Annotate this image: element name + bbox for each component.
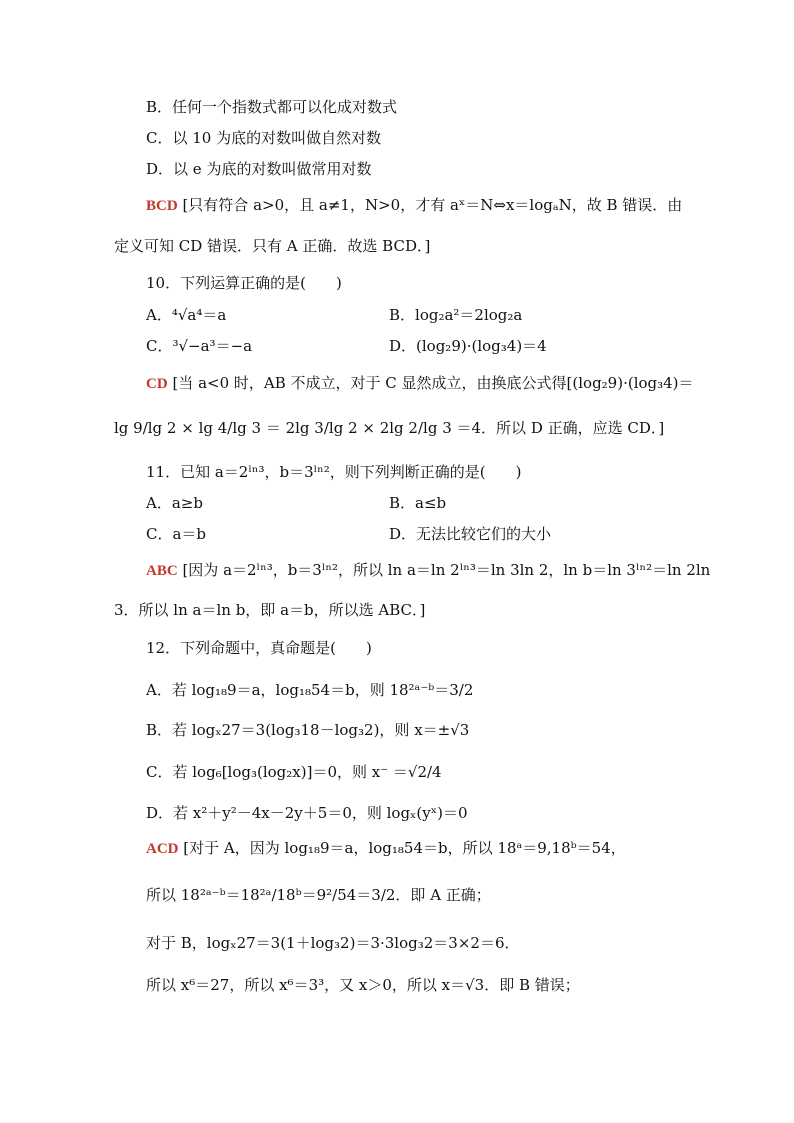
q11-explanation-line1 — [146, 560, 710, 580]
q9-explanation-line2: 定义可知 CD 错误．只有 A 正确．故选 BCD．] — [114, 237, 431, 255]
q12-option-b: B．若 logₓ27＝3(log₃18－log₃2)，则 x＝±√3 — [146, 721, 470, 739]
q9-option-d: D．以 e 为底的对数叫做常用对数 — [146, 160, 372, 178]
q11-explanation-line2: 3．所以 ln a＝ln b，即 a＝b，所以选 ABC．] — [114, 601, 426, 619]
q10-stem: 10．下列运算正确的是( ) — [146, 274, 342, 292]
q12-explanation-line1 — [146, 838, 626, 858]
q11-option-c: C．a＝b — [146, 525, 207, 543]
q12-explanation-text: [对于 A，因为 log₁₈9＝a，log₁₈54＝b，所以 18ᵃ＝9,18ᵇ＝54， — [183, 839, 626, 857]
q11-answer: ABC — [146, 563, 178, 579]
q11-option-d: D．无法比较它们的大小 — [389, 525, 552, 543]
q12-explanation-line4: 所以 x⁶＝27，所以 x⁶＝3³，又 x＞0，所以 x＝√3．即 B 错误； — [146, 976, 580, 994]
q10-explanation-line2: lg 9/lg 2 × lg 4/lg 3 ＝ 2lg 3/lg 2 × 2lg 2/lg 3 ＝4．所以 D 正确，应选 CD．] — [114, 419, 665, 437]
q9-answer: BCD — [146, 198, 178, 214]
q9-explanation-line1 — [146, 195, 682, 215]
q11-option-a: A．a≥b — [146, 494, 203, 512]
q12-explanation-line3: 对于 B，logₓ27＝3(1＋log₃2)＝3·3log₃2＝3×2＝6． — [146, 934, 520, 952]
q11-option-b: B．a≤b — [389, 494, 447, 512]
q10-explanation-text: [当 a<0 时，AB 不成立，对于 C 显然成立，由换底公式得[(log₂9)·(log₃4)＝ — [172, 374, 694, 392]
q12-explanation-line2: 所以 18²ᵃ⁻ᵇ＝18²ᵃ/18ᵇ＝9²/54＝3/2．即 A 正确； — [146, 886, 491, 904]
q10-answer: CD — [146, 376, 168, 392]
q10-option-a: A．⁴√a⁴＝a — [146, 306, 227, 324]
q10-option-b: B．log₂a²＝2log₂a — [389, 306, 523, 324]
q12-stem: 12．下列命题中，真命题是( ) — [146, 639, 372, 657]
q9-option-c: C．以 10 为底的对数叫做自然对数 — [146, 129, 382, 147]
q9-explanation-text: [只有符合 a>0，且 a≠1，N>0，才有 aˣ＝N⇔x＝logₐN，故 B 错误．由 — [182, 196, 683, 214]
q12-option-d: D．若 x²＋y²－4x－2y＋5＝0，则 logₓ(yˣ)＝0 — [146, 804, 468, 822]
q10-option-c: C．³√−a³＝−a — [146, 337, 253, 355]
q11-stem: 11．已知 a＝2ˡⁿ³，b＝3ˡⁿ²，则下列判断正确的是( ) — [146, 463, 522, 481]
q10-option-d: D．(log₂9)·(log₃4)＝4 — [389, 337, 547, 355]
q12-option-c: C．若 log₆[log₃(log₂x)]＝0，则 x⁻ ＝√2/4 — [146, 763, 442, 781]
q9-option-b: B．任何一个指数式都可以化成对数式 — [146, 98, 398, 116]
q12-answer: ACD — [146, 841, 179, 857]
q12-option-a: A．若 log₁₈9＝a，log₁₈54＝b，则 18²ᵃ⁻ᵇ＝3/2 — [146, 681, 474, 699]
q11-explanation-text: [因为 a＝2ˡⁿ³，b＝3ˡⁿ²，所以 ln a＝ln 2ˡⁿ³＝ln 3ln 2，ln b＝ln 3ˡⁿ²＝ln 2ln — [182, 561, 711, 579]
q10-explanation-line1 — [146, 373, 694, 393]
